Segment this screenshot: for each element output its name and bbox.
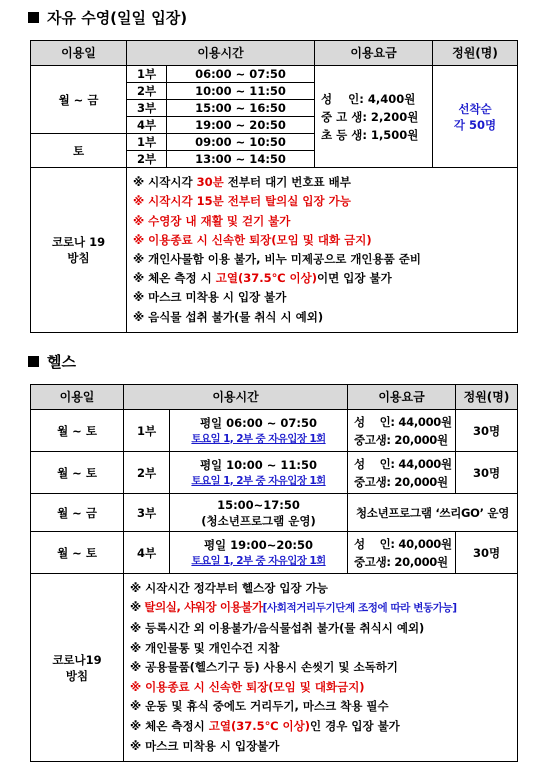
gym-time-weekday: 평일 06:00 ~ 07:50	[199, 415, 318, 430]
swim-capacity-line2: 각 50명	[453, 117, 497, 132]
table-row	[31, 494, 518, 532]
gym-days: 월 ~ 토	[31, 532, 124, 574]
gym-notes	[124, 574, 518, 762]
gym-time	[170, 452, 348, 494]
note-text: ※ 시작시각	[133, 175, 197, 190]
swim-note-3: ※ 수영장 내 재활 및 걷기 불가	[133, 213, 291, 228]
swim-saturday-label: 토	[31, 134, 127, 168]
note-text: 전부터 대기 번호표 배부	[223, 175, 351, 190]
gym-covid-label-line1: 코로나19	[52, 652, 102, 667]
table-row	[31, 532, 518, 574]
gym-fee-adult: 성 인: 44,000원	[354, 414, 452, 429]
gym-capacity: 30명	[456, 410, 518, 452]
swim-header-time: 이용시간	[127, 41, 315, 66]
square-bullet-icon	[28, 12, 39, 23]
gym-youth-note: (청소년프로그램 운영)	[201, 513, 316, 528]
gym-part: 1부	[124, 410, 170, 452]
gym-header-day: 이용일	[31, 385, 124, 410]
gym-note-2	[130, 598, 511, 619]
swim-header-fee: 이용요금	[315, 41, 433, 66]
gym-days: 월 ~ 토	[31, 410, 124, 452]
gym-covid-label-line2: 방침	[65, 668, 89, 683]
note-blue-text: [사회적거리두기단계 조정에 따라 변동가능]	[262, 602, 457, 615]
swim-header-day: 이용일	[31, 41, 127, 66]
gym-days: 월 ~ 금	[31, 494, 124, 532]
note-text: ※ 체온 측정 시	[133, 271, 216, 286]
note-highlight: 탈의실, 샤워장 이용불가	[144, 600, 263, 615]
gym-saturday-note: 토요일 1, 2부 중 자유입장 1회	[191, 474, 326, 487]
gym-program: 청소년프로그램 ‘쓰리GO’ 운영	[348, 494, 518, 532]
note-highlight: 고열(37.5℃ 이상)	[215, 271, 318, 286]
note-text: ※	[130, 600, 145, 615]
gym-header-capacity: 정원(명)	[456, 385, 518, 410]
table-row	[31, 410, 518, 452]
gym-part: 3부	[124, 494, 170, 532]
swim-time: 19:00 ~ 20:50	[167, 117, 315, 134]
gym-capacity: 30명	[456, 452, 518, 494]
gym-fee	[348, 452, 456, 494]
swim-time: 15:00 ~ 16:50	[167, 100, 315, 117]
swim-covid-label	[31, 168, 127, 333]
gym-part: 2부	[124, 452, 170, 494]
gym-fee	[348, 532, 456, 574]
swim-time: 13:00 ~ 14:50	[167, 151, 315, 168]
swim-covid-label-line2: 방침	[67, 251, 90, 265]
swim-note-2: ※ 시작시각 15분 전부터 탈의실 입장 가능	[133, 194, 351, 209]
swim-part: 4부	[127, 117, 167, 134]
swim-note-7: ※ 마스크 미착용 시 입장 불가	[133, 290, 287, 305]
note-highlight: 30분	[196, 175, 224, 190]
gym-time	[170, 532, 348, 574]
swim-notes	[127, 168, 518, 333]
gym-fee-teen: 중고생: 20,000원	[354, 432, 448, 447]
gym-note-3: ※ 등록시간 외 이용불가/음식물섭취 불가(물 취식시 예외)	[130, 621, 425, 636]
gym-note-7: ※ 운동 및 휴식 중에도 거리두기, 마스크 착용 필수	[130, 699, 389, 714]
swim-header-capacity: 정원(명)	[433, 41, 518, 66]
swim-fees	[315, 66, 433, 168]
swim-part: 2부	[127, 83, 167, 100]
gym-fee-adult: 성 인: 44,000원	[354, 456, 452, 471]
gym-note-5: ※ 공용물품(헬스기구 등) 사용시 손씻기 및 소독하기	[130, 660, 398, 675]
gym-fee-adult: 성 인: 40,000원	[354, 536, 452, 551]
gym-time-youth: 15:00~17:50	[217, 497, 300, 512]
swim-note-8: ※ 음식물 섭취 불가(물 취식 시 예외)	[133, 309, 324, 324]
gym-header-fee: 이용요금	[348, 385, 456, 410]
gym-days: 월 ~ 토	[31, 452, 124, 494]
swim-fee-child: 초 등 생: 1,500원	[321, 127, 419, 142]
gym-time-weekday: 평일 19:00~20:50	[203, 537, 314, 552]
swim-table	[30, 40, 518, 333]
gym-fee-teen: 중고생: 20,000원	[354, 554, 448, 569]
swim-header-row	[31, 41, 518, 66]
gym-covid-row	[31, 574, 518, 762]
swim-title-text: 자유 수영(일일 입장)	[47, 9, 188, 27]
swim-note-4: ※ 이용종료 시 신속한 퇴장(모임 및 대화 금지)	[133, 232, 372, 247]
swim-time: 09:00 ~ 10:50	[167, 134, 315, 151]
note-highlight: 고열(37.5℃ 이상)	[208, 718, 311, 733]
gym-part: 4부	[124, 532, 170, 574]
table-row	[31, 452, 518, 494]
gym-note-8	[130, 717, 511, 737]
gym-note-6: ※ 이용종료 시 신속한 퇴장(모임 및 대화금지)	[130, 679, 365, 694]
gym-table	[30, 384, 518, 762]
note-text: ※ 체온 측정시	[130, 718, 209, 733]
swim-part: 1부	[127, 134, 167, 151]
gym-header-time: 이용시간	[124, 385, 348, 410]
gym-time	[170, 410, 348, 452]
swim-fee-teen: 중 고 생: 2,200원	[321, 109, 419, 124]
gym-saturday-note: 토요일 1, 2부 중 자유입장 1회	[191, 432, 326, 445]
note-text: 인 경우 입장 불가	[310, 718, 400, 733]
gym-fee-teen: 중고생: 20,000원	[354, 474, 448, 489]
gym-note-1: ※ 시작시간 정각부터 헬스장 입장 가능	[130, 580, 328, 595]
swim-section-title	[28, 8, 187, 28]
note-text: 이면 입장 불가	[317, 271, 392, 286]
gym-saturday-note: 토요일 1, 2부 중 자유입장 1회	[191, 554, 326, 567]
swim-covid-label-line1: 코로나 19	[51, 235, 106, 249]
swim-time: 10:00 ~ 11:50	[167, 83, 315, 100]
swim-note-6	[133, 269, 511, 288]
swim-capacity	[433, 66, 518, 168]
square-bullet-icon	[28, 356, 39, 367]
swim-capacity-line1: 선착순	[458, 101, 492, 116]
gym-fee	[348, 410, 456, 452]
swim-note-5: ※ 개인사물함 이용 불가, 비누 미제공으로 개인용품 준비	[133, 252, 421, 266]
gym-section-title	[28, 352, 76, 372]
swim-note-1	[133, 173, 511, 192]
swim-weekday-label: 월 ~ 금	[31, 66, 127, 134]
swim-covid-row	[31, 168, 518, 333]
swim-time: 06:00 ~ 07:50	[167, 66, 315, 83]
gym-covid-label	[31, 574, 124, 762]
gym-capacity: 30명	[456, 532, 518, 574]
gym-header-row	[31, 385, 518, 410]
gym-time-weekday: 평일 10:00 ~ 11:50	[199, 457, 318, 472]
gym-time	[170, 494, 348, 532]
swim-fee-adult: 성 인: 4,400원	[321, 91, 416, 106]
gym-note-9: ※ 마스크 미착용 시 입장불가	[130, 738, 280, 753]
table-row	[31, 66, 518, 83]
gym-note-4: ※ 개인물통 및 개인수건 지참	[130, 640, 280, 655]
gym-title-text: 헬스	[47, 353, 76, 371]
swim-part: 3부	[127, 100, 167, 117]
swim-part: 1부	[127, 66, 167, 83]
swim-part: 2부	[127, 151, 167, 168]
